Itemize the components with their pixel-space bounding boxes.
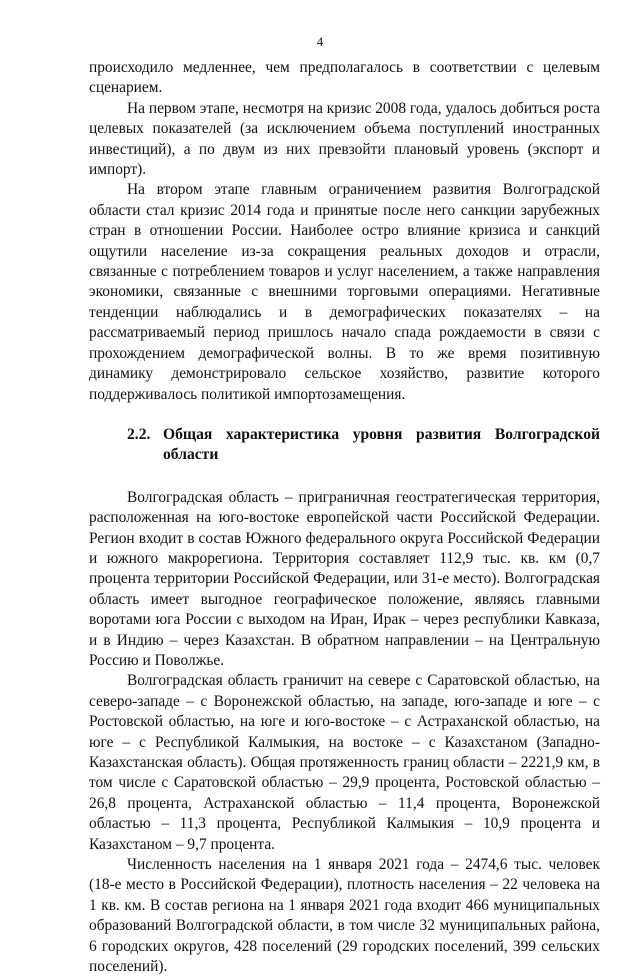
- section-number: 2.2.: [127, 425, 151, 443]
- document-body: [89, 58, 600, 977]
- paragraph-first-stage: На первом этапе, несмотря на кризис 2008 года, удалось добиться роста целевых показателей (за исключением объема поступлений иностранных инвестиций), а по двум из них превзойти плановый уровень (экспорт и импорт).: [89, 99, 600, 179]
- paragraph-continuation: происходило медленнее, чем предполагалось в соответствии с целевым сценарием.: [89, 59, 600, 97]
- paragraph-second-stage: На втором этапе главным ограничением развития Волгоградской области стал кризис 2014 года и принятые после него санкции зарубежных стран в отношении России. Наиболее остро влияние кризиса и санкций ощутили население из-за сокращения реальных доходов и отрасли, связанные с потреблением товаров и услуг населением, а также направления экономики, связанные с внешними торговыми операциями. Негативные тенденции наблюдались и в демографических показателях – на рассматриваемый период пришлось начало спада рождаемости в связи с прохождением демографической волны. В то же время позитивную динамику демонстрировало сельское хозяйство, развитие которого поддерживалось политикой импортозамещения.: [89, 181, 600, 403]
- paragraph-population: Численность населения на 1 января 2021 года – 2474,6 тыс. человек (18-е место в Российской Федерации), плотность населения – 22 человека на 1 кв. км. В состав региона на 1 января 2021 года входит 466 муниципальных образований Волгоградской области, в том числе 32 муниципальных района, 6 городских округов, 428 поселений (29 городских поселений, 399 сельских поселений).: [89, 856, 600, 976]
- paragraph-region-overview: Волгоградская область – приграничная геостратегическая территория, расположенная на юго-востоке европейской части Российской Федерации. Регион входит в состав Южного федерального округа Российской Федерации и южного макрорегиона. Территория составляет 112,9 тыс. кв. км (0,7 процента территории Российской Федерации, или 31-е место). Волгоградская область имеет выгодное географическое положение, являясь главными воротами юга России с выходом на Иран, Ирак – через республики Кавказа, и в Индию – через Казахстан. В обратном направлении – на Центральную Россию и Поволжье.: [89, 488, 600, 669]
- page-number: 4: [316, 34, 324, 49]
- section-heading: [89, 425, 600, 466]
- section-title: Общая характеристика уровня развития Волгоградской области: [163, 425, 600, 464]
- paragraph-borders: Волгоградская область граничит на севере с Саратовской областью, на северо-западе – с Воронежской областью, на западе, юго-западе и юге – с Ростовской областью, на юге и юго-востоке – с Астраханской областью, на юге – с Республикой Калмыкия, на востоке – с Казахстаном (Западно-Казахстанская область). Общая протяженность границ области – 2221,9 км, в том числе с Саратовской областью – 29,9 процента, Ростовской областью – 26,8 процента, Астраханской областью – 11,4 процента, Воронежской областью – 11,3 процента, Республикой Калмыкия – 10,9 процента и Казахстаном – 9,7 процента.: [89, 672, 600, 853]
